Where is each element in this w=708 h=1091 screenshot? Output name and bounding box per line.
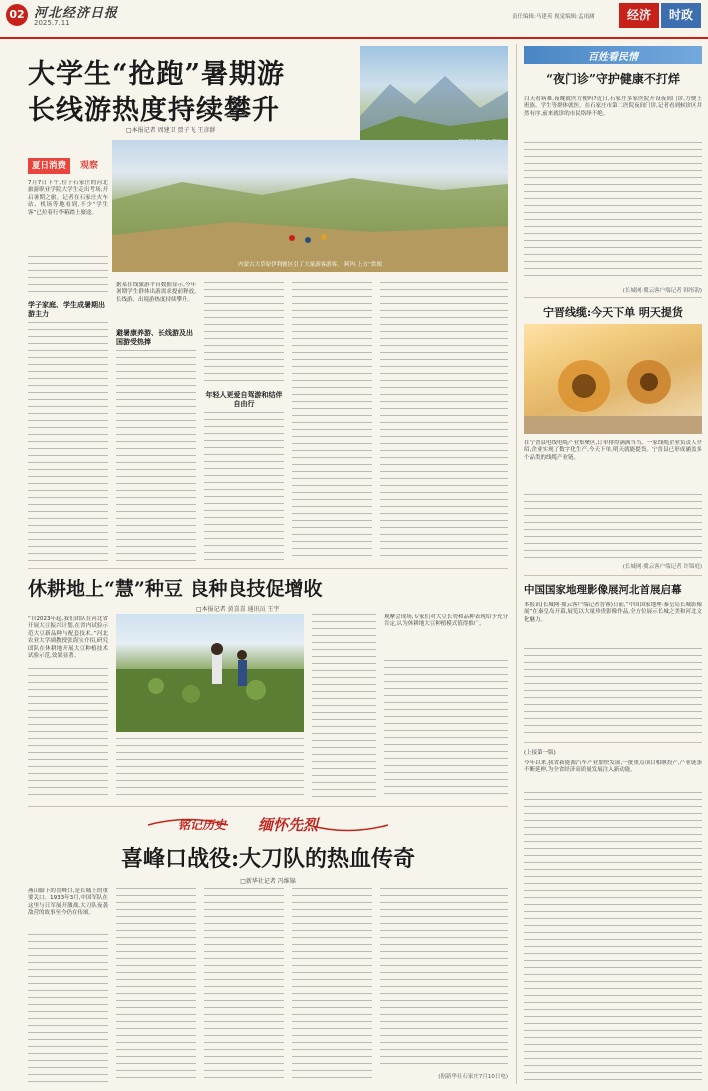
rule-right-1 <box>524 297 702 298</box>
history-col5-text <box>380 888 508 1068</box>
history-banner <box>28 812 508 838</box>
lead-title-line2: 长线游热度持续攀升 <box>28 95 280 126</box>
history-col3-text <box>204 888 284 1082</box>
rule-right-2 <box>524 575 702 576</box>
lead-col2-text <box>116 350 196 562</box>
lead-col5-text <box>380 282 508 562</box>
paper-name: 河北经济日报 <box>34 6 119 21</box>
issue-date: 2025.7.11 <box>34 19 70 27</box>
history-byline: □新华社记者 冯维锦 <box>240 878 296 885</box>
history-col4-text <box>292 888 372 1082</box>
cable-reel-illustration <box>524 324 702 434</box>
clinic-title: “夜门诊”守护健康不打烊 <box>546 72 680 86</box>
clinic-body: 白天看病难,夜晚就医方便吗?近日,石家庄多家医院开设夜间门诊,方便上班族、学生等群体就医。在石家庄市第二医院夜间门诊,记者看到候诊区井然有序,前来就诊的市民络绎不绝。 <box>524 96 702 117</box>
masthead <box>0 0 708 38</box>
clinic-source: (长城网·冀云客户端记者 韩彤韵) <box>622 288 702 294</box>
geo-title: 中国国家地理影像展河北首展启幕 <box>524 584 682 596</box>
rule-left-2 <box>28 806 508 807</box>
cable-title: 宁晋线缆:今天下单 明天提货 <box>543 306 683 319</box>
rural-photo <box>116 614 304 732</box>
banner-people-text: 百姓看民情 <box>588 52 638 63</box>
cable-body-lines <box>524 494 702 560</box>
kicker-box <box>28 158 116 174</box>
rural-col3-text <box>312 614 376 800</box>
rule-left-1 <box>28 568 508 569</box>
lead-col3-text-2 <box>204 412 284 562</box>
soybean-field-illustration <box>116 614 304 732</box>
kicker-accent: 观察 <box>80 161 99 171</box>
lead-col4-text <box>292 282 372 562</box>
history-note: (据新华社石家庄7月10日电) <box>438 1074 508 1080</box>
geo-body-2: 今年以来,我省新能源汽车产业加快发展,一批重点项目相继投产,产业链条不断延伸,为全省经济高质量发展注入新动能。 <box>524 760 702 774</box>
history-banner-big: 缅怀先烈 <box>258 816 319 834</box>
lead-paragraph-1: 7月7日下午,位于石家庄的河北旅游职业学院大学生走出考场,开启暑期之旅。记者在石家庄火车站、机场等地看到,不少“学生客”已拉着行李箱踏上旅途。 <box>28 180 108 216</box>
continued-note: (上接第一版) <box>524 750 556 756</box>
rural-body-1: “自2023年起,我们团队在河北省开展大豆振兴计划,在省内试验示范大豆新品种与配套技术。”河北农业大学副教授张海宝介绍,研究团队在休耕地开展大豆种植技术试验示范,效果显著。 <box>28 616 108 660</box>
geo-body: 本报讯(长城网·冀云客户端记者晋睿)日前,“中国国家地理·秦皇岛长城影像展”在秦皇岛开幕,展览以大量珍贵影像作品,全方位展示长城之美和河北文化魅力。 <box>524 602 702 623</box>
lead-subhead-2: 避暑康养游、长线游及出国游受热捧 <box>116 328 193 346</box>
photo-caption-main: 内蒙古大草原伊利雅区引了大量游客游客。 阿玛·上方”供图 <box>238 262 382 268</box>
cable-photo <box>524 324 702 434</box>
history-col2-text <box>116 888 196 1082</box>
lead-paragraph-2: 据某在线旅游平台数据显示,今年暑期学生群体出游需求提前释放,长线游、出境游热度持续攀升。 <box>116 282 196 303</box>
rural-byline: □本报记者 黄喜喜 通讯员 王宇 <box>196 606 280 613</box>
history-banner-small: 铭记历史 <box>178 818 227 832</box>
grassland-illustration <box>112 140 508 272</box>
lead-photo-main <box>112 140 508 272</box>
history-title: 喜峰口战役:大刀队的热血传奇 <box>120 846 416 872</box>
geo-body-lines <box>524 648 702 738</box>
rural-col1-text <box>28 668 108 800</box>
rural-col2-text <box>116 738 304 800</box>
cable-body: 在宁晋县电线电缆产业集聚区,订单排得满满当当。一家线缆企业负责人介绍,企业实现了数字化生产,今天下单,明天就能提货。宁晋县已形成涵盖多个品类的线缆产业链。 <box>524 440 702 461</box>
history-body: 燕山脚下的喜峰口,是长城上的重要关口。1933年3月,中国军队在这里与日军展开激战,大刀队夜袭敌营的故事至今仍在传颂。 <box>28 888 108 917</box>
lead-title-line1: 大学生“抢跑”暑期游 <box>28 59 286 90</box>
lead-col3-text <box>204 282 284 386</box>
rural-title: 休耕地上“慧”种豆 良种良技促增收 <box>28 578 323 600</box>
clinic-body-lines <box>524 142 702 282</box>
header-rule <box>0 37 708 39</box>
lead-col1-text-2 <box>28 322 108 562</box>
section-tab-economy: 经济 <box>619 3 659 28</box>
rural-col4-text <box>384 660 508 800</box>
editors-line: 责任编辑:马建英 视觉编辑:孟雨涵 <box>512 14 595 20</box>
page-number-badge: 02 <box>6 4 28 26</box>
cable-source: (长城网·冀云客户端记者 许锦庭) <box>622 564 702 570</box>
column-divider <box>516 44 517 1084</box>
history-col1-text <box>28 934 108 1082</box>
continued-body-lines <box>524 792 702 1082</box>
rural-body-2: 观摩会现场,专家们对大豆长势和品种表现给予充分肯定,认为休耕地大豆种植模式值得推广。 <box>384 614 508 628</box>
banner-people <box>524 46 702 64</box>
section-tab-politics: 时政 <box>661 3 701 28</box>
lead-byline: □本报记者 周建卫 贾子飞 王彦群 <box>126 127 216 134</box>
lead-subhead-1: 学子家庭、学生成暑期出游主力 <box>28 300 105 318</box>
lead-col1-text <box>28 256 108 298</box>
rule-right-3 <box>524 742 702 743</box>
lead-subhead-3: 年轻人更爱自驾游和结伴自由行 <box>205 390 283 408</box>
kicker-label: 夏日消费 <box>28 158 70 174</box>
